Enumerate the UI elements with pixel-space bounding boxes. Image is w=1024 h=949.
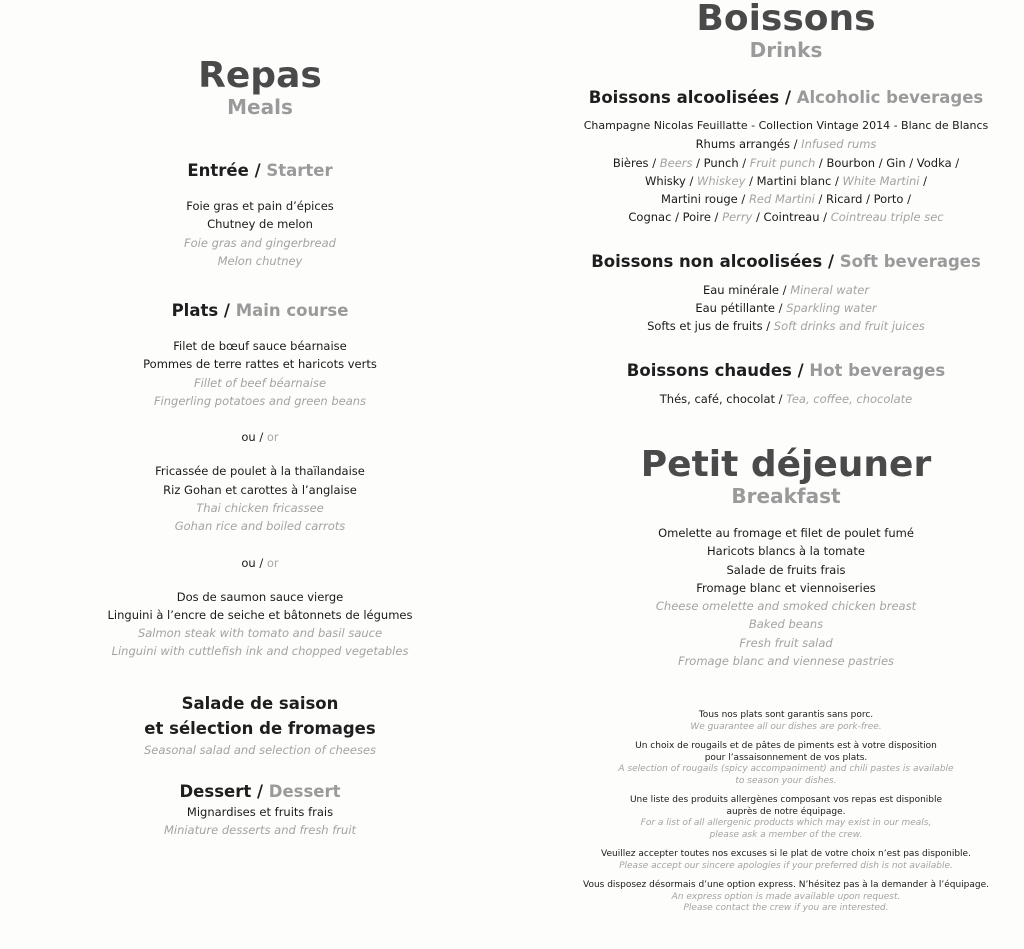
- starter-heading: Entrée / Starter: [187, 161, 333, 180]
- salad-heading: Salade de saison: [181, 693, 339, 713]
- dessert-item: Mignardises et fruits frais: [186, 805, 334, 820]
- alcohol-item: Martini rouge / Red Martini / Ricard / Porto /: [661, 192, 911, 207]
- main-item: Fricassée de poulet à la thaïlandaise: [155, 464, 365, 479]
- note-apology: Veuillez accepter toutes nos excuses si le plat de votre choix n’est pas disponible.: [601, 849, 971, 860]
- salad-heading-en: Seasonal salad and selection of cheeses: [143, 742, 377, 757]
- soft-item: Eau pétillante / Sparkling water: [695, 301, 877, 316]
- breakfast-title: Petit déjeuner: [640, 443, 932, 485]
- note-rougails-en: A selection of rougails (spicy accompaniment) and chili pastes is available: [618, 764, 954, 775]
- hot-drinks-heading: Boissons chaudes / Hot beverages: [626, 360, 946, 380]
- main-item: Linguini à l’encre de seiche et bâtonnets de légumes: [107, 607, 413, 622]
- meals-title: Repas: [198, 55, 322, 96]
- note-rougails: pour l’assaisonnement de vos plats.: [704, 752, 868, 763]
- note-express-en: An express option is made available upon request.: [671, 891, 901, 902]
- drinks-column: [560, 0, 1012, 915]
- starter-item-en: Melon chutney: [217, 253, 303, 268]
- note-allergens: auprès de notre équipage.: [726, 806, 846, 817]
- breakfast-item: Omelette au fromage et filet de poulet fumé: [658, 525, 914, 540]
- drinks-title: Boissons: [696, 0, 876, 39]
- note-pork-en: We guarantee all our dishes are pork-free.: [690, 721, 882, 732]
- starter-item: Chutney de melon: [207, 217, 313, 232]
- note-allergens-en: please ask a member of the crew.: [709, 829, 863, 840]
- note-apology-en: Please accept our sincere apologies if your preferred dish is not available.: [619, 860, 953, 871]
- note-rougails: Un choix de rougails et de pâtes de piments est à votre disposition: [635, 741, 937, 752]
- dessert-item-en: Miniature desserts and fresh fruit: [163, 823, 357, 838]
- note-allergens: Une liste des produits allergènes composant vos repas est disponible: [629, 795, 943, 806]
- alcoholic-heading: Boissons alcoolisées / Alcoholic beverages: [588, 88, 984, 107]
- note-rougails-en: to season your dishes.: [735, 775, 837, 786]
- main-item-en: Fingerling potatoes and green beans: [153, 394, 367, 409]
- alcohol-item: Rhums arrangés / Infused rums: [695, 137, 877, 152]
- note-express: Vous disposez désormais d’une option express. N’hésitez pas à la demander à l’équipage.: [582, 880, 989, 891]
- drinks-subtitle: Drinks: [749, 38, 823, 62]
- breakfast-item: Fromage blanc et viennoiseries: [696, 580, 876, 595]
- breakfast-item-en: Fromage blanc and viennese pastries: [677, 654, 895, 669]
- alcohol-item: Bières / Beers / Punch / Fruit punch / Bourbon / Gin / Vodka /: [612, 155, 960, 170]
- breakfast-item: Salade de fruits frais: [726, 562, 846, 577]
- note-express-en: Please contact the crew if you are interested.: [683, 903, 889, 914]
- main-item-en: Salmon steak with tomato and basil sauce: [137, 626, 383, 641]
- main-item: Filet de bœuf sauce béarnaise: [173, 339, 347, 354]
- or-separator: ou / or: [241, 430, 279, 445]
- main-item-en: Thai chicken fricassee: [196, 500, 324, 515]
- starter-item-en: Foie gras and gingerbread: [184, 235, 336, 250]
- soft-item: Softs et jus de fruits / Soft drinks and fruit juices: [647, 319, 925, 334]
- main-item: Dos de saumon sauce vierge: [176, 589, 344, 604]
- soft-drinks-heading: Boissons non alcoolisées / Soft beverages: [591, 251, 981, 271]
- starter-item: Foie gras et pain d’épices: [186, 199, 334, 213]
- breakfast-subtitle: Breakfast: [731, 483, 841, 508]
- main-item-en: Fillet of beef béarnaise: [193, 375, 327, 390]
- breakfast-item-en: Baked beans: [748, 617, 824, 632]
- soft-item: Eau minérale / Mineral water: [702, 282, 870, 297]
- breakfast-item-en: Fresh fruit salad: [739, 635, 833, 650]
- alcohol-item: Whisky / Whiskey / Martini blanc / White Martini /: [644, 173, 928, 188]
- alcohol-item: Cognac / Poire / Perry / Cointreau / Cointreau triple sec: [628, 210, 944, 225]
- meals-column: [60, 0, 460, 840]
- main-item: Riz Gohan et carottes à l’anglaise: [163, 482, 357, 497]
- note-pork: Tous nos plats sont garantis sans porc.: [698, 710, 874, 721]
- hot-item: Thés, café, chocolat / Tea, coffee, chocolate: [659, 391, 913, 406]
- salad-heading: et sélection de fromages: [144, 718, 376, 738]
- note-allergens-en: For a list of all allergenic products which may exist in our meals,: [640, 818, 932, 829]
- or-separator: ou / or: [241, 555, 279, 570]
- main-item-en: Gohan rice and boiled carrots: [174, 519, 346, 534]
- alcohol-item: Champagne Nicolas Feuillatte - Collection Vintage 2014 - Blanc de Blancs: [583, 119, 989, 132]
- breakfast-item: Haricots blancs à la tomate: [707, 544, 865, 559]
- main-item-en: Linguini with cuttlefish ink and chopped vegetables: [111, 644, 409, 659]
- meals-subtitle: Meals: [227, 95, 293, 119]
- main-item: Pommes de terre rattes et haricots verts: [143, 357, 377, 372]
- breakfast-item-en: Cheese omelette and smoked chicken breast: [655, 599, 917, 614]
- dessert-heading: Dessert / Dessert: [179, 782, 341, 802]
- main-course-heading: Plats / Main course: [171, 301, 349, 321]
